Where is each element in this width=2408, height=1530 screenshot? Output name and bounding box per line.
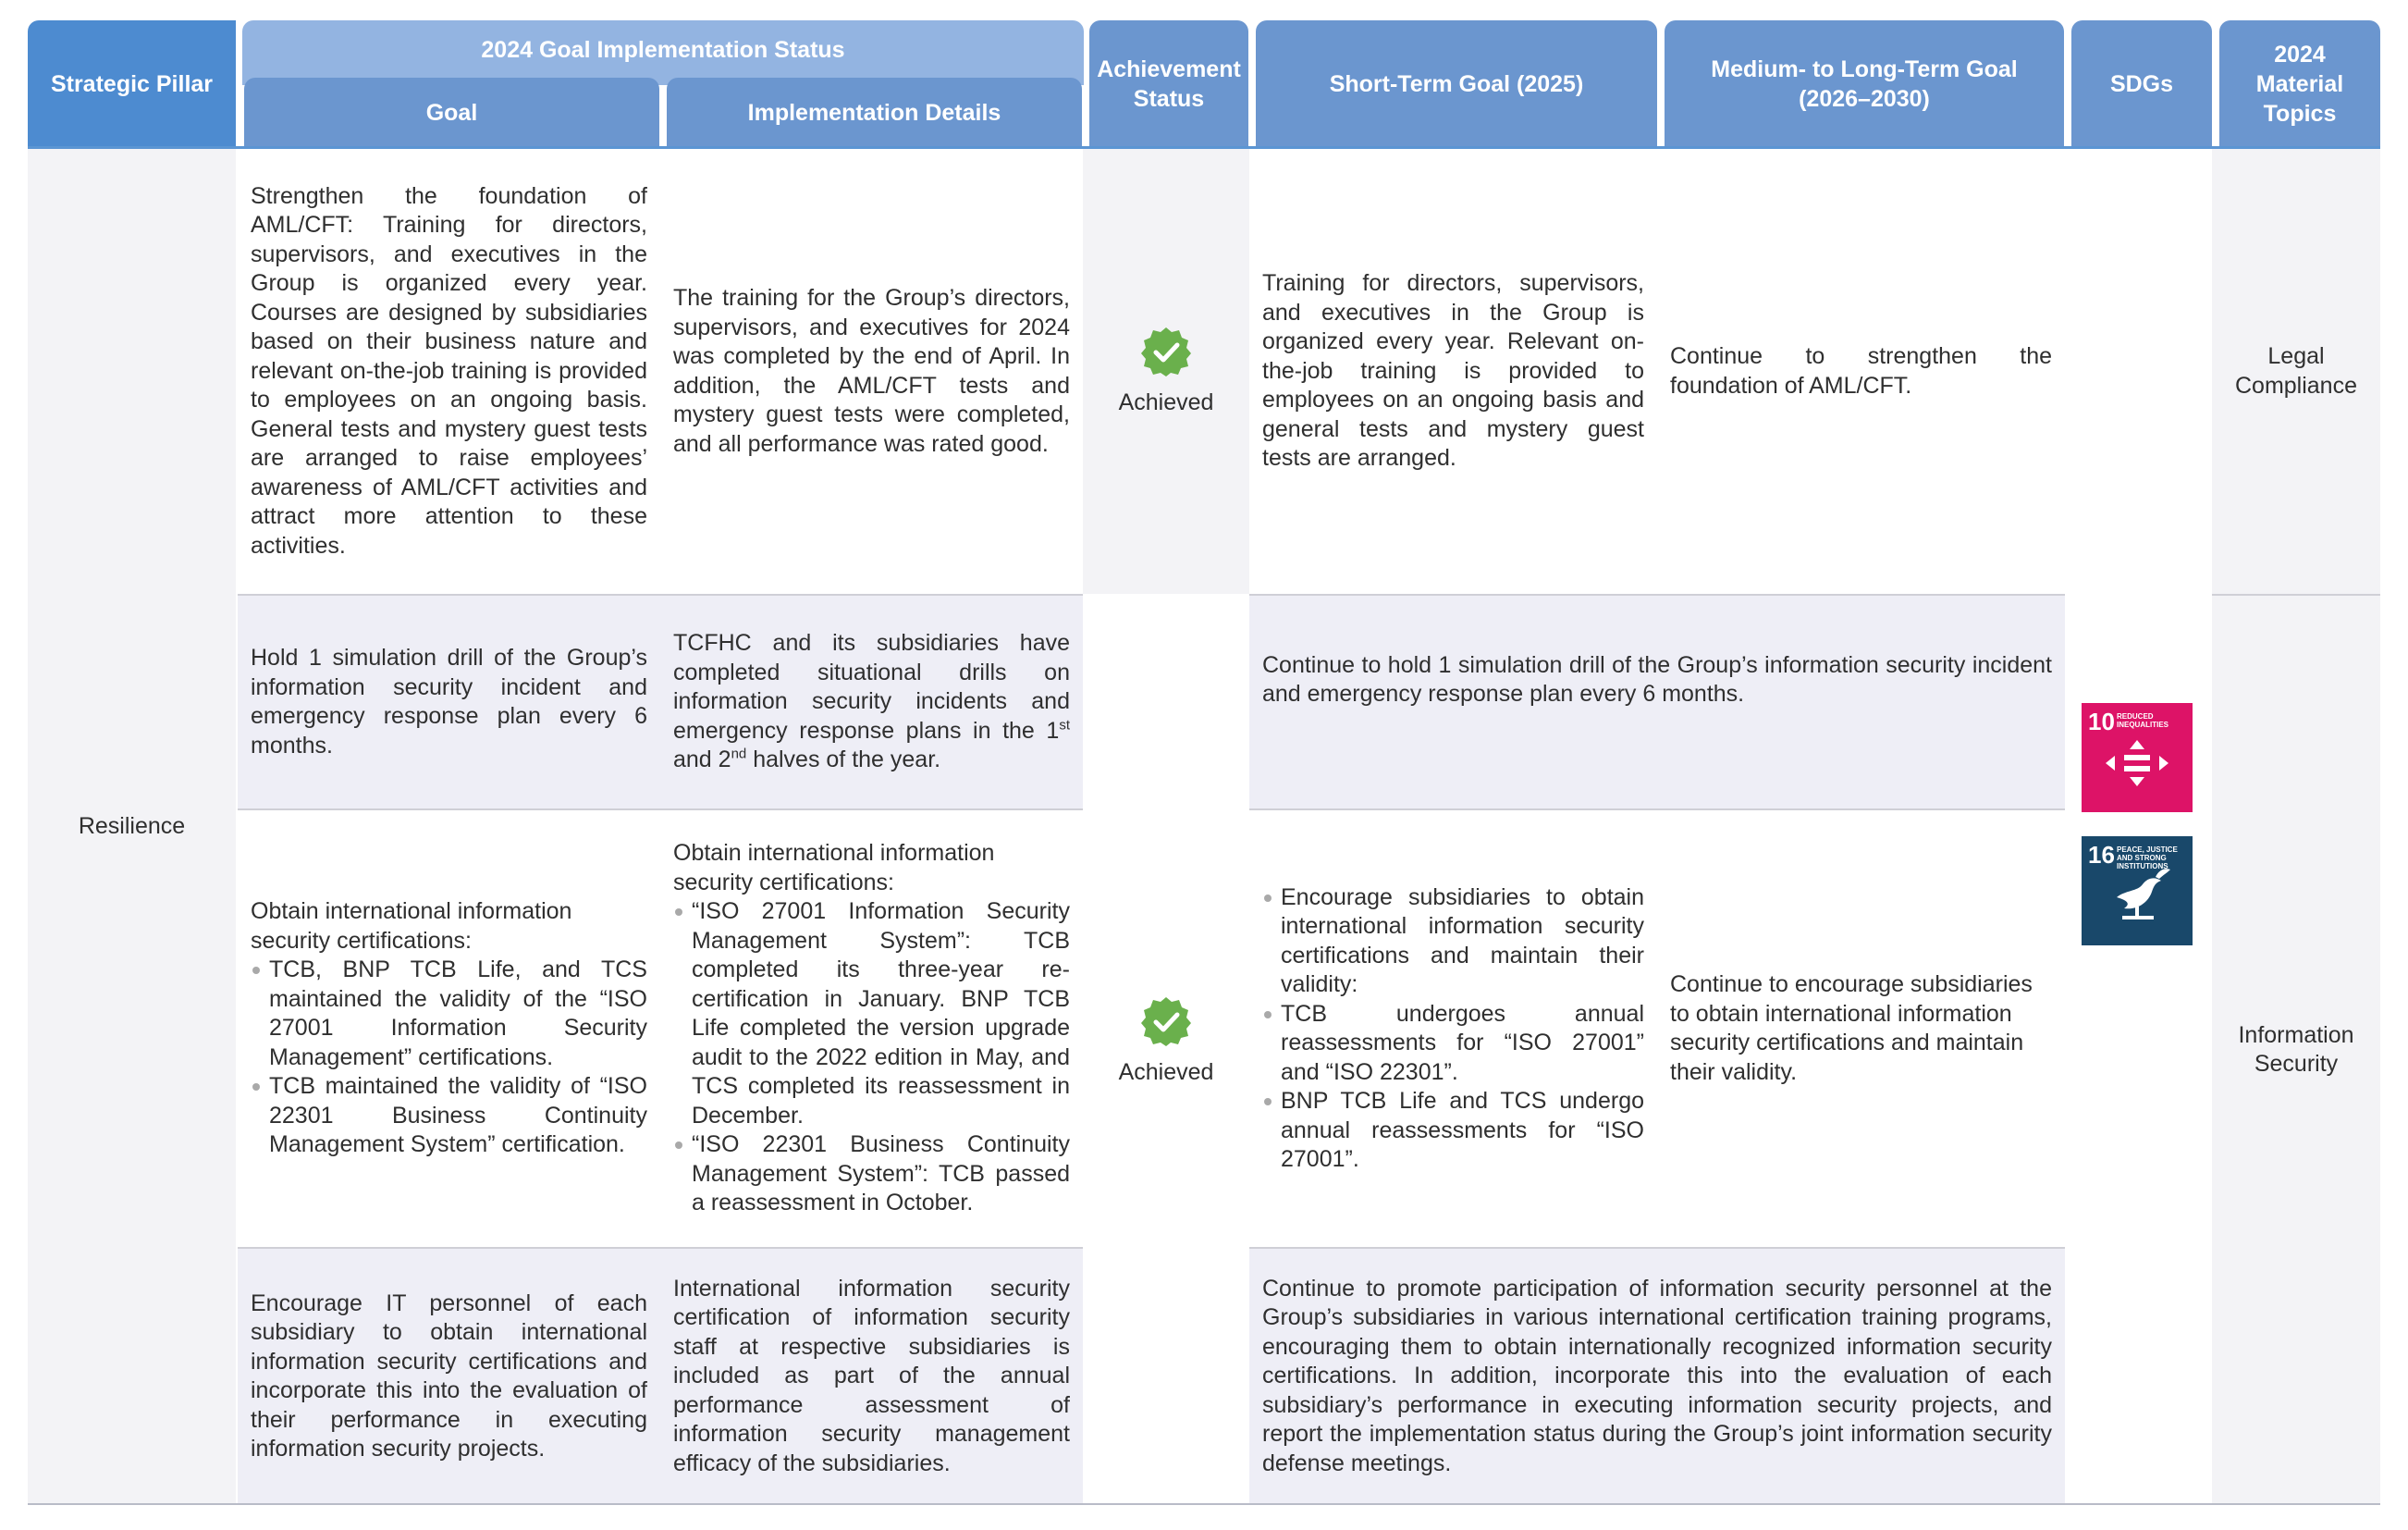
header-sdgs: SDGs (2071, 20, 2212, 148)
r2-4-achievement: Achieved (1083, 596, 1249, 1504)
r1-short-term: Training for directors, supervisors, and executives in the Group is organized every year. Relevant on-the-job training is provided to employees on an ongoing basis and general tests and mystery guest tests are arranged. (1249, 149, 1657, 594)
row-divider (1249, 594, 2065, 596)
r1-goal: Strengthen the foundation of AML/CFT: Training for directors, supervisors, and executives in the Group is organized every year. Courses are designed by subsidiaries based on their business nature and relevant on-the-job training is provided to employees on an ongoing basis. General tests and mystery guest tests are arranged to raise employees’ awareness of AML/CFT activities and attract more attention to these activities. (238, 149, 660, 594)
header-short-term-goal: Short-Term Goal (2025) (1256, 20, 1657, 148)
row-divider (238, 1247, 1083, 1249)
header-implementation-status: 2024 Goal Implementation Status (242, 20, 1084, 85)
table-bottom-rule (28, 1503, 2380, 1505)
sdg-10-tile: 10 REDUCED INEQUALITIES (2082, 703, 2193, 812)
r4-goal: Encourage IT personnel of each subsidiary to obtain international information security certifications and incorporate this into the evaluation of their performance in executing information security projects. (238, 1249, 660, 1504)
achieved-check-icon (1140, 995, 1192, 1047)
header-strategic-pillar: Strategic Pillar (28, 20, 236, 148)
r2-4-material-topic: Information Security (2212, 596, 2380, 1504)
r1-sdgs (2065, 149, 2212, 594)
r3-details-list (673, 897, 1070, 1218)
list-item: TCB maintained the validity of “ISO 22301 Business Continuity Management System” certification. (251, 1072, 647, 1160)
header-implementation-details: Implementation Details (667, 78, 1082, 148)
header-achievement-status: Achievement Status (1089, 20, 1248, 148)
list-item: TCB, BNP TCB Life, and TCS maintained the validity of the “ISO 27001 Information Security Management” certifications. (251, 956, 647, 1072)
r3-goal: Obtain international information security certifications: TCB, BNP TCB Life, and TCS maintained the validity of the “ISO 27001 Information Security Management” certifications. TCB maintained the validity of “ISO 22301 Business Continuity Management System” certification. (238, 810, 660, 1247)
list-item: “ISO 22301 Business Continuity Management System”: TCB passed a reassessment in October. (673, 1130, 1070, 1218)
r2-combined-goal: Continue to hold 1 simulation drill of the Group’s information security incident and emergency response plan every 6 months. (1249, 596, 2065, 808)
r3-details: Obtain international information security certifications: “ISO 27001 Information Security Management System”: TCB completed its three-year re-certification in January. BNP TCB Life completed the version upgrade audit to the 2022 edition in May, and TCS completed its reassessment in December. “ISO 22301 Business Continuity Management System”: TCB passed a reassessment in October. (660, 810, 1083, 1247)
achieved-check-icon (1140, 326, 1192, 377)
r3-goal-list (251, 956, 647, 1160)
list-item: Encourage subsidiaries to obtain international information security certifications and maintain their validity: (1262, 883, 1644, 1000)
r4-combined-goal: Continue to promote participation of information security personnel at the Group’s subsidiaries in various international certification training programs, encouraging them to obtain internationally recognized information security certifications. In addition, incorporate this into the evaluation of each subsidiary’s performance in executing information security projects, and report the implementation status during the Group’s joint information security defense meetings. (1249, 1249, 2065, 1504)
reduced-inequalities-icon (2082, 703, 2193, 812)
list-item: “ISO 27001 Information Security Management System”: TCB completed its three-year re-certification in January. BNP TCB Life completed the version upgrade audit to the 2022 edition in May, and TCS completed its reassessment in December. (673, 897, 1070, 1130)
r1-achievement: Achieved (1083, 149, 1249, 594)
sdg-16-tile: 16 PEACE, JUSTICE AND STRONG INSTITUTIONS (2082, 836, 2193, 945)
pillar-cell: Resilience (28, 149, 236, 1504)
list-item: TCB undergoes annual reassessments for “ISO 27001” and “ISO 22301”. (1262, 1000, 1644, 1088)
header-goal: Goal (244, 78, 659, 148)
r2-goal: Hold 1 simulation drill of the Group’s information security incident and emergency response plan every 6 months. (238, 596, 660, 808)
row-divider (238, 594, 1083, 596)
dove-icon (2082, 836, 2193, 945)
list-item: BNP TCB Life and TCS undergo annual reassessments for “ISO 27001”. (1262, 1087, 1644, 1175)
header-medium-long-goal: Medium- to Long-Term Goal (2026–2030) (1665, 20, 2064, 148)
r3-short-term (1249, 810, 1657, 1247)
r3-short-term-list (1262, 883, 1644, 1175)
r3-medium-long: Continue to encourage subsidiaries to obtain international information security certifications and maintain their validity. (1657, 810, 2065, 1247)
r1-details: The training for the Group’s directors, supervisors, and executives for 2024 was completed by the end of April. In addition, the AML/CFT tests and mystery guest tests were completed, and all performance was rated good. (660, 149, 1083, 594)
r1-medium-long: Continue to strengthen the foundation of AML/CFT. (1657, 149, 2065, 594)
row-divider (2212, 594, 2380, 596)
r4-details: International information security certification of information security staff at respective subsidiaries is included as part of the annual performance assessment of information security management efficacy of the subsidiaries. (660, 1249, 1083, 1504)
header-material-topics: 2024 Material Topics (2219, 20, 2380, 148)
r2-details: TCFHC and its subsidiaries have completed situational drills on information security incidents and emergency response plans in the 1st and 2nd halves of the year. (660, 596, 1083, 808)
row-divider (238, 808, 1083, 810)
row-divider (1249, 1247, 2065, 1249)
r1-material-topic: Legal Compliance (2234, 343, 2357, 399)
row-divider (1249, 808, 2065, 810)
